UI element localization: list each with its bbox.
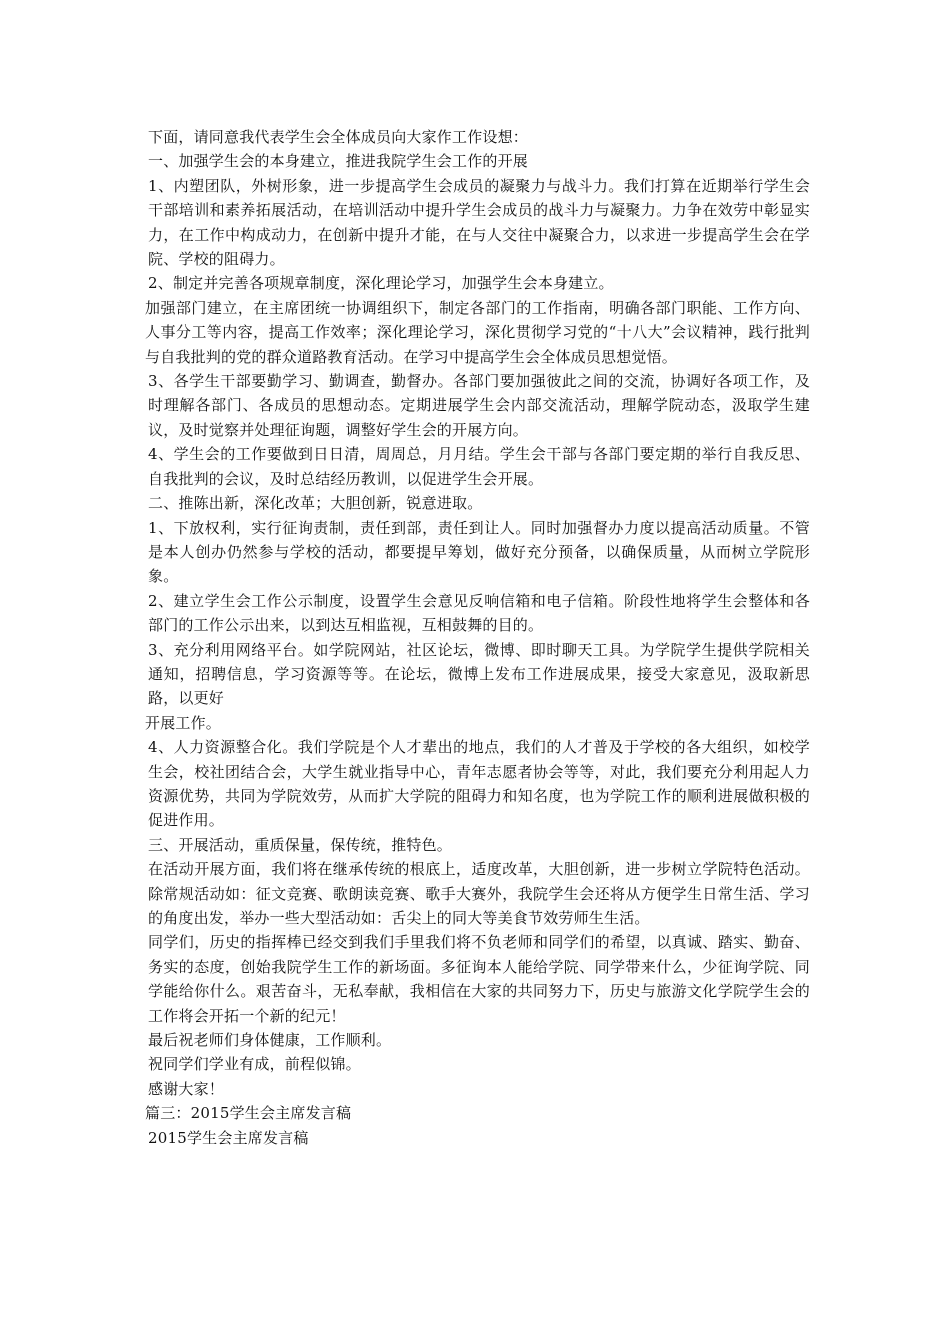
paragraph: 1、内塑团队，外树形象，进一步提高学生会成员的凝聚力与战斗力。我们打算在近期举行学生会干部培训和素养拓展活动，在培训活动中提升学生会成员的战斗力与凝聚力。力争在效劳中彰显实力，在工作中构成动力，在创新中提升才能，在与人交往中凝聚合力，以求进一步提高学生会在学院、学校的阻碍力。 — [148, 176, 810, 269]
section-heading: 一、加强学生会的本身建立，推进我院学生会工作的开展 — [148, 152, 529, 171]
paragraph: 1、下放权利，实行征询责制，责任到部，责任到让人。同时加强督办力度以提高活动质量。不管是本人创办仍然参与学校的活动，都要提早筹划，做好充分预备，以确保质量，从而树立学院形象。 — [148, 518, 810, 586]
paragraph: 感谢大家！ — [148, 1079, 225, 1098]
paragraph: 祝同学们学业有成，前程似锦。 — [148, 1055, 361, 1074]
paragraph: 开展工作。 — [145, 713, 222, 732]
paragraph: 3、充分利用网络平台。如学院网站，社区论坛，微博、即时聊天工具。为学院学生提供学院相关通知，招聘信息，学习资源等等。在论坛，微博上发布工作进展成果，接受大家意见，汲取新思路，以更好 — [148, 640, 810, 708]
section-heading: 三、开展活动，重质保量，保传统，推特色。 — [148, 835, 453, 854]
paragraph: 最后祝老师们身体健康，工作顺利。 — [148, 1031, 392, 1050]
paragraph: 4、人力资源整合化。我们学院是个人才辈出的地点，我们的人才普及于学校的各大组织，如校学生会，校社团结合会，大学生就业指导中心，青年志愿者协会等等，对此，我们要充分利用起人力资源优势，共同为学院效劳，从而扩大学院的阻碍力和知名度，也为学院工作的顺利进展做积极的促进作用。 — [148, 738, 810, 830]
chapter-heading: 篇三：2015学生会主席发言稿 — [145, 1104, 352, 1123]
paragraph: 3、各学生干部要勤学习、勤调查，勤督办。各部门要加强彼此之间的交流，协调好各项工作，及时理解各部门、各成员的思想动态。定期进展学生会内部交流活动，理解学院动态，汲取学生建议，及时觉察并处理征询题，调整好学生会的开展方向。 — [148, 372, 810, 439]
paragraph: 加强部门建立，在主席团统一协调组织下，制定各部门的工作指南，明确各部门职能、工作方向、人事分工等内容，提高工作效率；深化理论学习，深化贯彻学习党的“十八大”会议精神，践行批判与自我批判的党的群众道路教育活动。在学习中提高学生会全体成员思想觉悟。 — [145, 298, 810, 366]
paragraph: 下面，请同意我代表学生会全体成员向大家作工作设想： — [148, 128, 529, 146]
paragraph: 2、建立学生会工作公示制度，设置学生会意见反响信箱和电子信箱。阶段性地将学生会整体和各部门的工作公示出来，以到达互相监视，互相鼓舞的目的。 — [148, 591, 810, 635]
paragraph: 2、制定并完善各项规章制度，深化理论学习，加强学生会本身建立。 — [148, 274, 614, 293]
paragraph: 同学们，历史的指挥棒已经交到我们手里我们将不负老师和同学们的希望，以真诚、踏实、勤奋、务实的态度，创始我院学生工作的新场面。多征询本人能给学院、同学带来什么，少征询学院、同学能给你什么。艰苦奋斗，无私奉献，我相信在大家的共同努力下，历史与旅游文化学院学生会的工作将会开拓一个新的纪元！ — [148, 933, 810, 1025]
document-body — [145, 125, 810, 1150]
section-heading: 二、推陈出新，深化改革；大胆创新，锐意进取。 — [148, 494, 483, 513]
paragraph: 在活动开展方面，我们将在继承传统的根底上，适度改革，大胆创新，进一步树立学院特色活动。除常规活动如：征文竞赛、歌朗读竞赛、歌手大赛外，我院学生会还将从方便学生日常生活、学习的角度出发，举办一些大型活动如：舌尖上的同大等美食节效劳师生生活。 — [148, 860, 810, 927]
paragraph: 4、学生会的工作要做到日日清，周周总，月月结。学生会干部与各部门要定期的举行自我反思、自我批判的会议，及时总结经历教训，以促进学生会开展。 — [148, 445, 810, 488]
document-title: 2015学生会主席发言稿 — [148, 1128, 309, 1147]
